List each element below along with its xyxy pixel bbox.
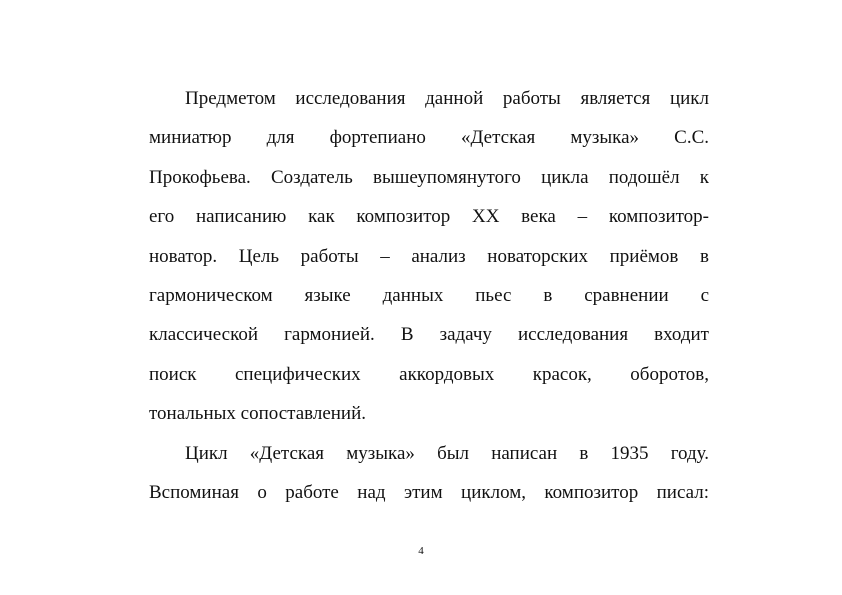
- text-line: Вспоминая о работе над этим циклом, композитор писал:: [149, 481, 709, 503]
- text-line: поиск специфических аккордовых красок, оборотов,: [149, 363, 709, 385]
- text-line: классической гармонией. В задачу исследования входит: [149, 324, 709, 346]
- text-line: тональных сопоставлений.: [149, 403, 367, 425]
- paragraph-1: [149, 79, 709, 434]
- text-line: новатор. Цель работы – анализ новаторских приёмов в: [149, 245, 709, 267]
- text-line: миниатюр для фортепиано «Детская музыка» С.С.: [149, 127, 709, 149]
- body-text: [149, 79, 709, 512]
- paragraph-2: [149, 434, 709, 513]
- text-line: гармоническом языке данных пьес в сравнении с: [149, 284, 709, 306]
- text-line: его написанию как композитор XX века – композитор-: [149, 206, 709, 228]
- page-number: 4: [418, 545, 424, 557]
- text-line: Прокофьева. Создатель вышеупомянутого цикла подошёл к: [149, 166, 709, 188]
- text-line: Предметом исследования данной работы является цикл: [185, 88, 709, 109]
- text-line: Цикл «Детская музыка» был написан в 1935 году.: [185, 442, 709, 464]
